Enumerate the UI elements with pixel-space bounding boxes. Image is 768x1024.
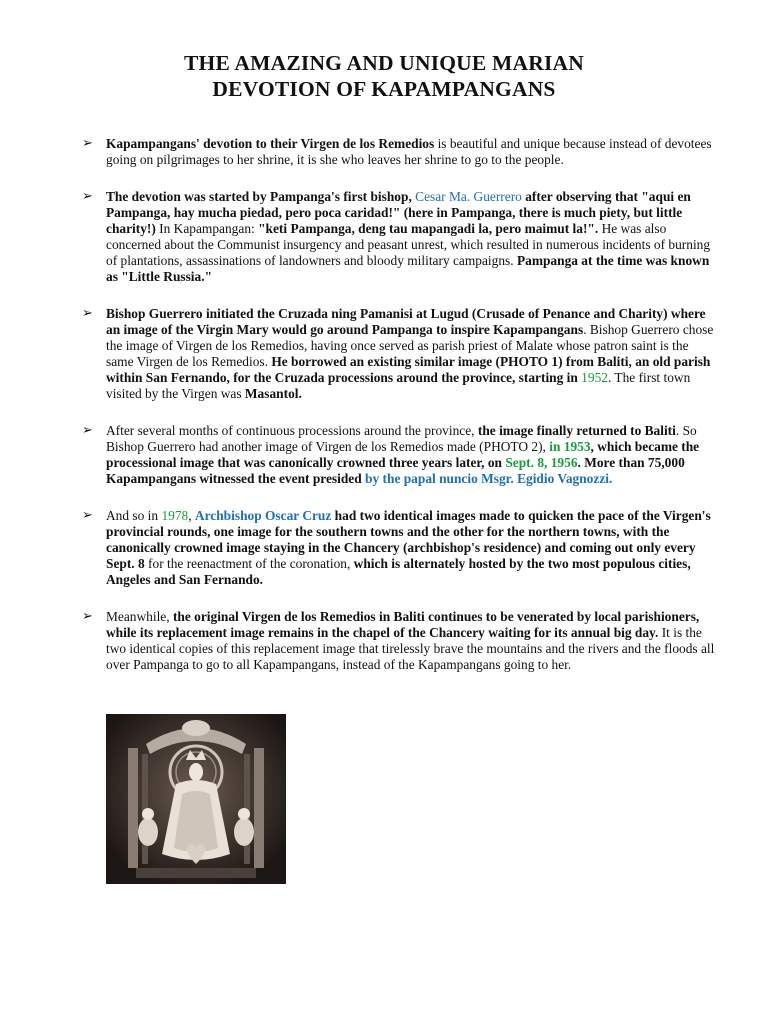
paragraph-4: After several months of continuous processions around the province, the image finally returned to Baliti. So Bishop Guerrero had another image of Virgen de los Remedios made (PHOTO 2), in 1953, which became the processional image that was canonically crowned three years later, on Sept. 8, 1956. More than 75,000 Kapampangans witnessed the event presided by the papal nuncio Msgr. Egidio Vagnozzi. [106,423,700,486]
paragraph-1: Kapampangans' devotion to their Virgen de los Remedios is beautiful and unique because instead of devotees going on pilgrimages to her shrine, it is she who leaves her shrine to go to the people. [106,136,712,167]
virgin-image-illustration [106,714,286,884]
title-line-2: DEVOTION OF KAPAMPANGANS [212,77,556,101]
bullet-list [82,136,716,694]
document-title [0,50,768,102]
bullet-item-6 [82,609,716,673]
title-line-1: THE AMAZING AND UNIQUE MARIAN [184,51,584,75]
bullet-item-1 [82,136,716,168]
virgin-image-photo [106,714,286,884]
year-1953: in 1953 [549,439,591,454]
paragraph-3: Bishop Guerrero initiated the Cruzada ning Pamanisi at Lugud (Crusade of Penance and Charity) where an image of the Virgin Mary would go around Pampanga to inspire Kapampangans. Bishop Guerrero chose the image of Virgen de los Remedios, having once served as parish priest of Malate whose patron saint is the same Virgen de los Remedios. He borrowed an existing similar image (PHOTO 1) from Baliti, an old parish within San Fernando, for the Cruzada processions around the province, starting in 1952. The first town visited by the Virgen was Masantol. [106,306,714,401]
bishop-name-link[interactable]: Cesar Ma. Guerrero [415,189,522,204]
arrow-bullet-icon: ➢ [82,609,93,624]
bullet-item-5 [82,508,716,588]
bullet-item-4 [82,423,716,487]
bullet-item-3 [82,306,716,402]
date-sept-8-1956: Sept. 8, 1956 [505,455,578,470]
arrow-bullet-icon: ➢ [82,306,93,321]
paragraph-6: Meanwhile, the original Virgen de los Remedios in Baliti continues to be venerated by local parishioners, while its replacement image remains in the chapel of the Chancery waiting for its annual big day. It is the two identical copies of this replacement image that tirelessly brave the mountains and the rivers and the floods all over Pampanga to go to all Kapampangans, instead of the Kapampangans going to her. [106,609,715,672]
arrow-bullet-icon: ➢ [82,508,93,523]
archbishop-name-link[interactable]: Archbishop Oscar Cruz [194,508,332,523]
arrow-bullet-icon: ➢ [82,189,93,204]
arrow-bullet-icon: ➢ [82,423,93,438]
bullet-item-2 [82,189,716,285]
paragraph-5: And so in 1978, Archbishop Oscar Cruz had two identical images made to quicken the pace of the Virgen's provincial rounds, one image for the southern towns and the other for the northern towns, with the canonically crowned image staying in the Chancery (archbishop's residence) and coming out only every Sept. 8 for the reenactment of the coronation, which is alternately hosted by the two most populous cities, Angeles and San Fernando. [106,508,711,587]
papal-nuncio-link[interactable]: by the papal nuncio Msgr. Egidio Vagnozzi. [365,471,613,486]
paragraph-2: The devotion was started by Pampanga's first bishop, Cesar Ma. Guerrero after observing that "aqui en Pampanga, hay mucha piedad, pero poca caridad!" (here in Pampanga, there is much piety, but little charity!) In Kapampangan: "keti Pampanga, deng tau mapangadi la, pero maimut la!". He was also concerned about the Communist insurgency and peasant unrest, which resulted in numerous incidents of burning of plantations, assassinations of landowners and bloody military campaigns. Pampanga at the time was known as "Little Russia." [106,189,711,284]
year-1978: 1978 [161,508,189,523]
arrow-bullet-icon: ➢ [82,136,93,151]
year-1952: 1952 [581,370,608,385]
